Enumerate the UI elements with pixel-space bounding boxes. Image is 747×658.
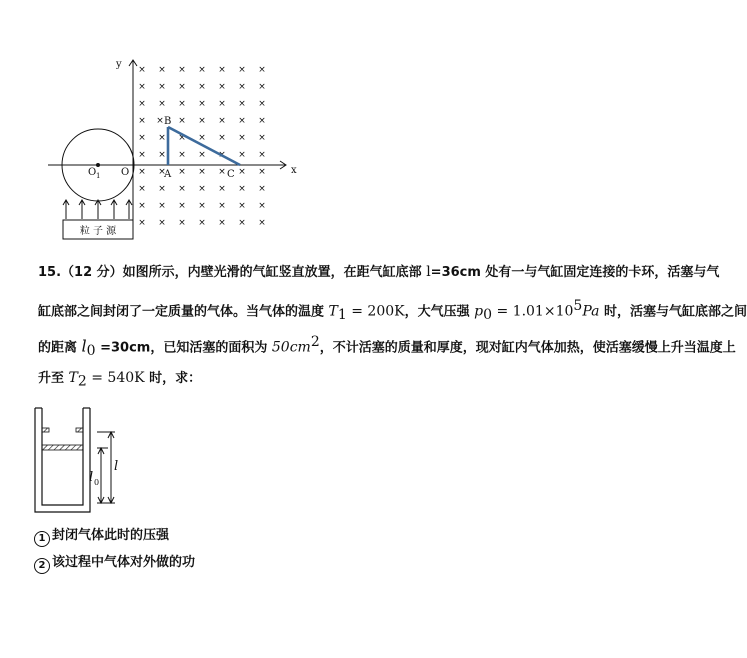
t1-value: = 200K bbox=[346, 303, 405, 320]
area-exponent: 2 bbox=[310, 334, 320, 350]
dim-l-label: l bbox=[114, 459, 119, 474]
field-cross: × bbox=[238, 65, 246, 75]
field-cross: × bbox=[258, 150, 266, 160]
t1-symbol: T bbox=[328, 303, 338, 320]
field-cross: × bbox=[238, 201, 246, 211]
field-cross: × bbox=[258, 167, 266, 177]
question-text: 该过程中气体对外做的功 bbox=[52, 555, 196, 570]
field-cross: × bbox=[198, 167, 206, 177]
particle-source-label: 粒 子 源 bbox=[79, 226, 117, 237]
dim-l0-subscript: 0 bbox=[94, 478, 100, 487]
circled-number-1: 1 bbox=[34, 531, 50, 547]
field-cross: × bbox=[218, 65, 226, 75]
field-cross: × bbox=[138, 167, 146, 177]
field-cross: × bbox=[238, 116, 246, 126]
field-cross: × bbox=[258, 99, 266, 109]
snap-ring-right bbox=[76, 428, 83, 432]
field-cross: × bbox=[158, 201, 166, 211]
field-cross: × bbox=[258, 116, 266, 126]
field-cross: × bbox=[198, 133, 206, 143]
field-cross: × bbox=[238, 99, 246, 109]
field-cross: × bbox=[198, 99, 206, 109]
p0-exponent: 5 bbox=[573, 298, 583, 314]
field-cross: × bbox=[238, 133, 246, 143]
field-cross: × bbox=[138, 184, 146, 194]
field-cross: × bbox=[138, 82, 146, 92]
field-cross: × bbox=[138, 99, 146, 109]
field-cross: × bbox=[238, 218, 246, 228]
length-l-symbol: l bbox=[426, 264, 431, 280]
field-cross: × bbox=[218, 82, 226, 92]
problem-line-2 bbox=[38, 296, 747, 325]
text-segment: 时，活塞与气缸底部之间 bbox=[599, 304, 747, 320]
x-axis-label: x bbox=[291, 165, 297, 176]
magnetic-field-diagram bbox=[0, 0, 691, 250]
field-cross: × bbox=[158, 218, 166, 228]
dimension-lines bbox=[97, 432, 115, 503]
problem-line-1 bbox=[38, 262, 719, 283]
text-segment: ，不计活塞的质量和厚度，现对缸内气体加热，使活塞缓慢上升当温度上 bbox=[319, 340, 736, 356]
field-cross: × bbox=[158, 65, 166, 75]
field-cross: × bbox=[158, 184, 166, 194]
text-segment: ，大气压强 bbox=[404, 304, 475, 320]
field-cross: × bbox=[156, 116, 164, 126]
t2-subscript: 2 bbox=[77, 373, 87, 390]
problem-line-4 bbox=[38, 368, 201, 392]
text-segment: 15.（12 分）如图所示，内壁光滑的气缸竖直放置，在距气缸底部 bbox=[38, 265, 427, 280]
field-cross: × bbox=[198, 65, 206, 75]
particle-arrows bbox=[63, 200, 132, 219]
circled-number-2: 2 bbox=[34, 558, 50, 574]
field-cross: × bbox=[218, 116, 226, 126]
field-cross: × bbox=[258, 184, 266, 194]
text-segment: 的距离 bbox=[38, 340, 82, 356]
o1-center-dot bbox=[96, 163, 100, 167]
field-cross: × bbox=[138, 116, 146, 126]
point-c-label: C bbox=[227, 169, 235, 180]
field-cross: × bbox=[238, 167, 246, 177]
l0-symbol: l bbox=[81, 336, 87, 356]
t2-symbol: T bbox=[68, 370, 78, 386]
problem-line-3 bbox=[38, 332, 736, 361]
field-cross: × bbox=[218, 184, 226, 194]
text-segment: =36cm 处有一与气缸固定连接的卡环，活塞与气 bbox=[430, 265, 720, 280]
point-a-label: A bbox=[164, 169, 172, 180]
field-cross: × bbox=[138, 65, 146, 75]
question-2 bbox=[34, 553, 195, 574]
field-cross: × bbox=[158, 82, 166, 92]
field-cross: × bbox=[258, 218, 266, 228]
p0-unit: Pa bbox=[582, 303, 600, 320]
y-axis-label: y bbox=[116, 59, 122, 70]
field-cross: × bbox=[138, 150, 146, 160]
p0-value: = 1.01×10 bbox=[492, 303, 574, 320]
field-cross: × bbox=[218, 201, 226, 211]
dim-l0-label: l bbox=[89, 470, 94, 485]
field-cross: × bbox=[258, 133, 266, 143]
origin-label: O bbox=[121, 167, 130, 178]
field-cross: × bbox=[178, 99, 186, 109]
field-cross: × bbox=[178, 218, 186, 228]
field-cross: × bbox=[178, 184, 186, 194]
field-cross: × bbox=[158, 99, 166, 109]
field-cross: × bbox=[178, 150, 186, 160]
point-b-label: B bbox=[164, 116, 172, 127]
field-cross: × bbox=[198, 150, 206, 160]
field-cross: × bbox=[158, 150, 166, 160]
o1-label: O bbox=[88, 167, 97, 178]
o1-subscript: 1 bbox=[96, 172, 101, 180]
text-segment: 时，求： bbox=[144, 371, 202, 386]
t1-subscript: 1 bbox=[337, 306, 347, 323]
piston bbox=[42, 445, 83, 450]
field-cross: × bbox=[218, 150, 226, 160]
cylinder-walls bbox=[35, 408, 90, 512]
t2-value: = 540K bbox=[86, 370, 145, 386]
field-cross: × bbox=[238, 184, 246, 194]
field-cross: × bbox=[158, 133, 166, 143]
field-cross: × bbox=[178, 201, 186, 211]
field-cross: × bbox=[198, 184, 206, 194]
field-cross: × bbox=[198, 82, 206, 92]
field-cross: × bbox=[198, 201, 206, 211]
text-segment: =30cm，已知活塞的面积为 bbox=[95, 340, 272, 356]
field-cross: × bbox=[138, 201, 146, 211]
p0-symbol: p bbox=[474, 303, 484, 320]
field-cross: × bbox=[238, 150, 246, 160]
text-segment: 缸底部之间封闭了一定质量的气体。当气体的温度 bbox=[38, 304, 329, 320]
field-cross: × bbox=[178, 167, 186, 177]
text-segment: 升至 bbox=[38, 371, 69, 386]
field-cross: × bbox=[218, 167, 226, 177]
field-cross: × bbox=[238, 82, 246, 92]
field-cross: × bbox=[218, 133, 226, 143]
field-cross: × bbox=[178, 65, 186, 75]
field-cross: × bbox=[218, 99, 226, 109]
field-cross: × bbox=[198, 218, 206, 228]
question-text: 封闭气体此时的压强 bbox=[52, 528, 170, 543]
l0-subscript: 0 bbox=[86, 342, 96, 359]
question-1 bbox=[34, 526, 169, 547]
area-value: 50cm bbox=[271, 339, 311, 356]
field-cross: × bbox=[218, 218, 226, 228]
p0-subscript: 0 bbox=[483, 306, 493, 323]
field-cross: × bbox=[178, 133, 186, 143]
field-cross: × bbox=[138, 133, 146, 143]
field-cross: × bbox=[258, 82, 266, 92]
field-cross: × bbox=[258, 65, 266, 75]
field-cross: × bbox=[158, 167, 166, 177]
field-cross: × bbox=[178, 82, 186, 92]
snap-ring-left bbox=[42, 428, 49, 432]
field-cross: × bbox=[198, 116, 206, 126]
field-cross: × bbox=[138, 218, 146, 228]
field-cross: × bbox=[258, 201, 266, 211]
field-cross: × bbox=[178, 116, 186, 126]
magnetic-field-crosses bbox=[138, 65, 266, 228]
